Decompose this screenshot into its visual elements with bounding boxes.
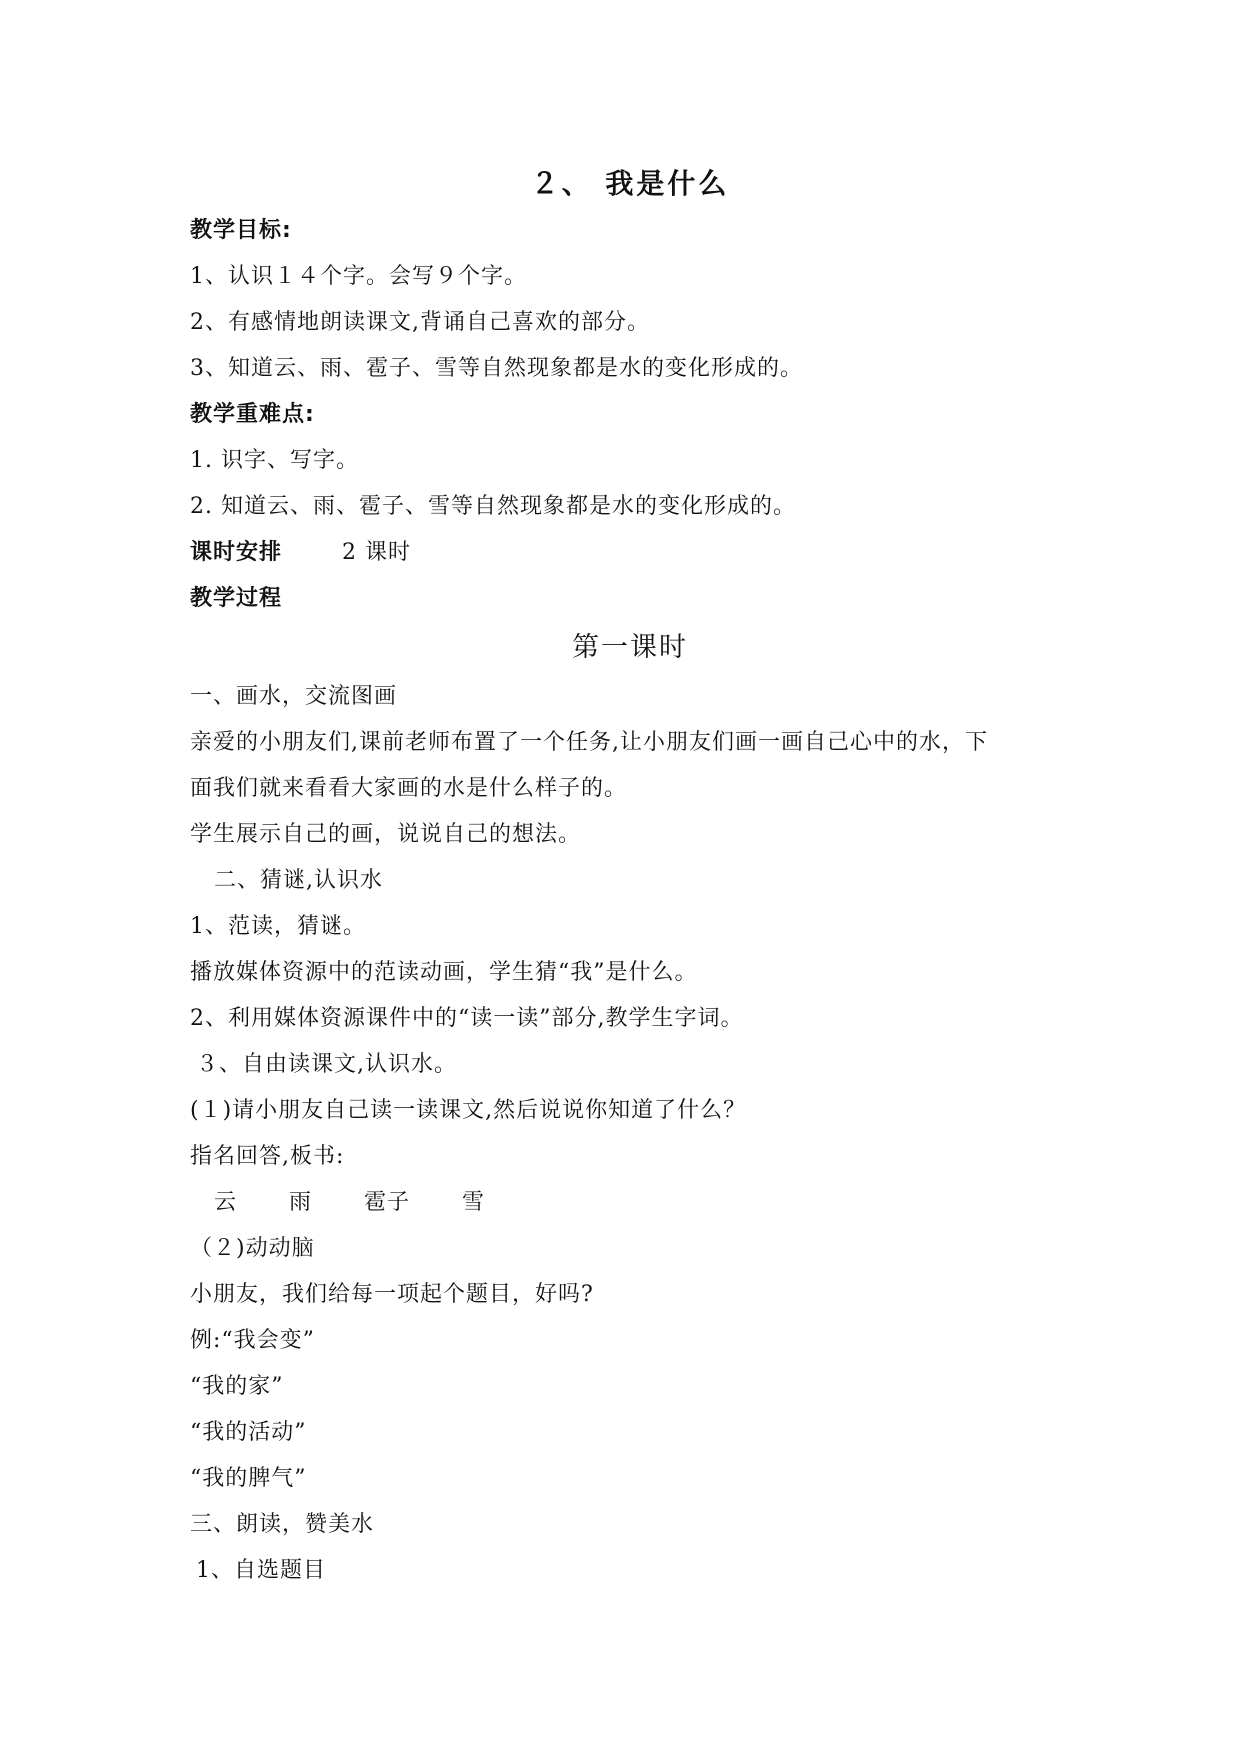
- schedule-label: 课时安排: [190, 540, 283, 565]
- section-title: 一、画水，交流图画: [190, 684, 398, 709]
- step-description: 播放媒体资源中的范读动画，学生猜“我”是什么。: [190, 960, 698, 985]
- board-words: [190, 1180, 1070, 1226]
- document-title: ２、 我是什么: [530, 167, 730, 200]
- question: （２)动动脑: [190, 1236, 315, 1261]
- question: (１)请小朋友自己读一读课文,然后说说你知道了什么？: [190, 1098, 747, 1123]
- key-point-item: 2. 知道云、雨、雹子、雪等自然现象都是水的变化形成的。: [190, 494, 796, 519]
- board-word: 雹子: [364, 1190, 411, 1215]
- example-title: “我的活动”: [190, 1420, 307, 1445]
- step-item: 1、范读，猜谜。: [190, 914, 366, 939]
- board-word: 雨: [289, 1190, 313, 1215]
- example-title: “我的脾气”: [190, 1466, 307, 1491]
- document-content: [190, 160, 1070, 1594]
- board-word: 云: [214, 1190, 238, 1215]
- example-title: 例:“我会变”: [190, 1328, 315, 1353]
- paragraph-line: 亲爱的小朋友们,课前老师布置了一个任务,让小朋友们画一画自己心中的水，下: [190, 730, 988, 755]
- objective-item: 2、有感情地朗读课文,背诵自己喜欢的部分。: [190, 310, 650, 335]
- process-heading: 教学过程: [190, 586, 283, 611]
- board-word: 雪: [462, 1190, 486, 1215]
- section-title: 二、猜谜,认识水: [214, 868, 383, 893]
- example-title: “我的家”: [190, 1374, 284, 1399]
- paragraph-line: 面我们就来看看大家画的水是什么样子的。: [190, 776, 628, 801]
- lesson-title: 第一课时: [572, 632, 688, 663]
- objective-item: 1、认识１４个字。会写９个字。: [190, 264, 527, 289]
- paragraph: 学生展示自己的画，说说自己的想法。: [190, 822, 582, 847]
- key-point-item: 1. 识字、写字。: [190, 448, 359, 473]
- key-points-heading: 教学重难点:: [190, 402, 315, 427]
- step-item: 1、自选题目: [196, 1558, 326, 1583]
- section-title: 三、朗读，赞美水: [190, 1512, 375, 1537]
- schedule-value: 2 课时: [342, 540, 412, 565]
- question-description: 小朋友，我们给每一项起个题目，好吗?: [190, 1282, 594, 1307]
- objective-item: 3、知道云、雨、雹子、雪等自然现象都是水的变化形成的。: [190, 356, 803, 381]
- objectives-heading: 教学目标:: [190, 218, 292, 243]
- step-item: ３、自由读课文,认识水。: [196, 1052, 457, 1077]
- schedule-row: [190, 530, 1070, 576]
- answer-note: 指名回答,板书:: [190, 1144, 345, 1169]
- step-item: 2、利用媒体资源课件中的“读一读”部分,教学生字词。: [190, 1006, 744, 1031]
